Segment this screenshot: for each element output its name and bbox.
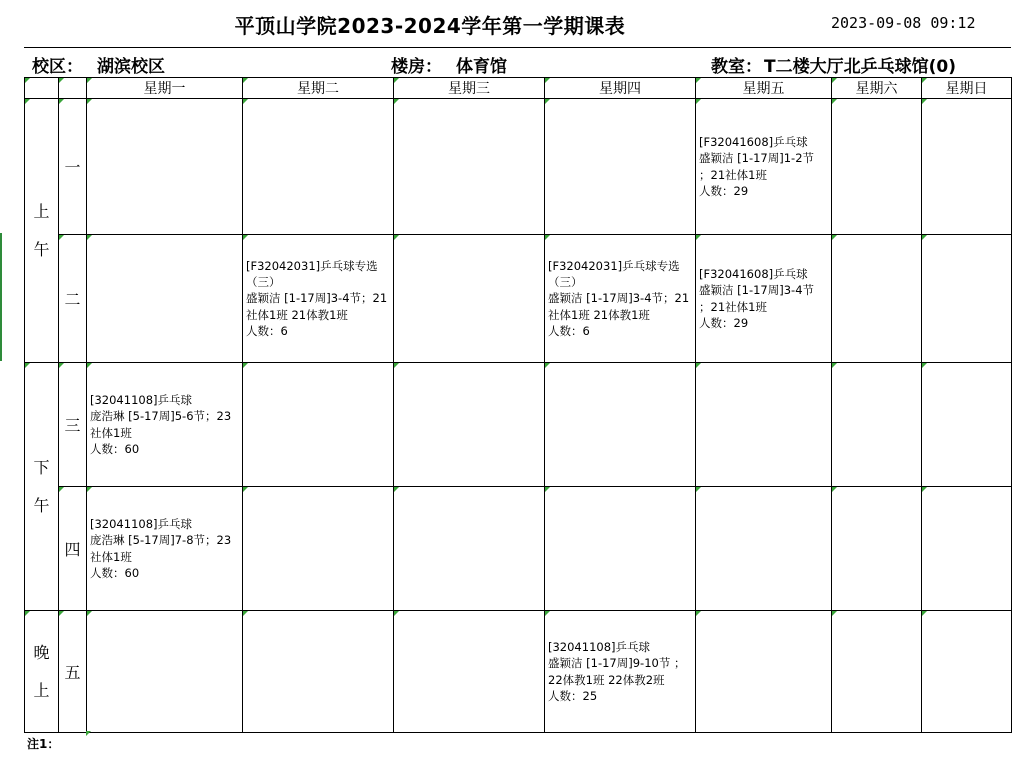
half-evening (25, 611, 59, 733)
course-code: [F32041608]乒乓球 (699, 267, 808, 282)
course-block (545, 639, 695, 704)
course-block (243, 258, 393, 339)
left-accent-bar (0, 233, 2, 361)
course-code: [32041108]乒乓球 (90, 393, 193, 408)
slot-p5-sun (922, 611, 1012, 733)
period-label-3: 三 (59, 363, 87, 487)
day-header-sun: 星期日 (922, 78, 1012, 99)
course-count: 人数：29 (699, 315, 749, 330)
course-count: 人数：60 (90, 565, 140, 580)
course-count: 人数：25 (548, 688, 598, 703)
slot-p4-tue (243, 487, 394, 611)
course-block (545, 258, 695, 339)
course-code: [32041108]乒乓球 (90, 517, 193, 532)
slot-p2-wed (394, 235, 545, 363)
course-teacher: 盛颖洁 [1-17周]3-4节；21社体1班 21体教1班 (246, 291, 388, 322)
campus-info (32, 52, 165, 77)
day-header-fri: 星期五 (696, 78, 832, 99)
course-block (87, 516, 242, 581)
course-block (696, 134, 831, 199)
slot-p5-mon (87, 611, 243, 733)
half-afternoon-char-2: 午 (33, 495, 50, 515)
slot-p4-sun (922, 487, 1012, 611)
slot-p4-wed (394, 487, 545, 611)
slot-p3-sat (832, 363, 922, 487)
day-header-thu: 星期四 (545, 78, 696, 99)
building-info (391, 52, 507, 77)
slot-p5-fri (696, 611, 832, 733)
half-afternoon-char-1: 下 (33, 457, 50, 477)
slot-p1-sun (922, 99, 1012, 235)
building-value: 体育馆 (456, 57, 507, 77)
slot-p2-sun (922, 235, 1012, 363)
slot-p5-sat (832, 611, 922, 733)
slot-p3-wed (394, 363, 545, 487)
course-code: [32041108]乒乓球 (548, 640, 651, 655)
corner-cell (25, 78, 59, 99)
period-label-1: 一 (59, 99, 87, 235)
slot-p5-tue (243, 611, 394, 733)
slot-p2-fri (696, 235, 832, 363)
course-teacher: 盛颖洁 [1-17周]1-2节 ；21社体1班 (699, 151, 815, 182)
course-teacher: 庞浩琳 [5-17周]5-6节；23社体1班 (90, 409, 232, 440)
slot-p1-wed (394, 99, 545, 235)
course-code: [F32042031]乒乓球专选（三） (548, 258, 680, 290)
slot-p4-mon (87, 487, 243, 611)
slot-p3-mon (87, 363, 243, 487)
course-teacher: 盛颖洁 [1-17周]9-10节 ；22体教1班 22体教2班 (548, 656, 686, 687)
course-count: 人数：29 (699, 183, 749, 198)
period-row-2 (25, 235, 1012, 363)
slot-p4-fri (696, 487, 832, 611)
period-row-4 (25, 487, 1012, 611)
course-teacher: 盛颖洁 [1-17周]3-4节 ；21社体1班 (699, 283, 815, 314)
info-top-rule (24, 47, 1011, 48)
slot-p2-thu (545, 235, 696, 363)
campus-value: 湖滨校区 (97, 57, 165, 77)
course-code: [F32042031]乒乓球专选（三） (246, 258, 378, 290)
slot-p3-sun (922, 363, 1012, 487)
room-value: T二楼大厅北乒乓球馆(0) (764, 57, 956, 77)
slot-p3-thu (545, 363, 696, 487)
corner-cell-2 (59, 78, 87, 99)
course-count: 人数：6 (548, 323, 590, 338)
course-code: [F32041608]乒乓球 (699, 135, 808, 150)
course-block (696, 266, 831, 331)
slot-p1-sat (832, 99, 922, 235)
course-block (87, 392, 242, 457)
slot-p2-sat (832, 235, 922, 363)
period-row-3 (25, 363, 1012, 487)
slot-p5-thu (545, 611, 696, 733)
room-label: 教室： (711, 57, 762, 77)
half-evening-char-2: 上 (33, 680, 50, 700)
period-row-1 (25, 99, 1012, 235)
course-count: 人数：6 (246, 323, 288, 338)
slot-p2-mon (87, 235, 243, 363)
slot-p3-fri (696, 363, 832, 487)
header-row (25, 78, 1012, 99)
campus-label: 校区： (32, 57, 83, 77)
day-header-mon: 星期一 (87, 78, 243, 99)
course-teacher: 盛颖洁 [1-17周]3-4节；21社体1班 21体教1班 (548, 291, 690, 322)
room-info (711, 52, 956, 77)
period-label-2: 二 (59, 235, 87, 363)
course-count: 人数：60 (90, 441, 140, 456)
slot-p1-thu (545, 99, 696, 235)
schedule-table (24, 77, 1012, 733)
day-header-wed: 星期三 (394, 78, 545, 99)
half-afternoon (25, 363, 59, 611)
page-title: 平顶山学院2023-2024学年第一学期课表 (234, 14, 626, 38)
slot-p1-fri (696, 99, 832, 235)
half-morning-char-2: 午 (33, 239, 50, 259)
course-teacher: 庞浩琳 [5-17周]7-8节；23社体1班 (90, 533, 232, 564)
footer-marker (86, 731, 91, 736)
half-morning (25, 99, 59, 363)
period-label-4: 四 (59, 487, 87, 611)
slot-p1-tue (243, 99, 394, 235)
period-row-5 (25, 611, 1012, 733)
day-header-tue: 星期二 (243, 78, 394, 99)
slot-p1-mon (87, 99, 243, 235)
period-label-5: 五 (59, 611, 87, 733)
building-label: 楼房： (391, 57, 442, 77)
footer-note: 注1： (27, 737, 60, 751)
slot-p5-wed (394, 611, 545, 733)
slot-p3-tue (243, 363, 394, 487)
half-morning-char-1: 上 (33, 201, 50, 221)
slot-p4-sat (832, 487, 922, 611)
half-evening-char-1: 晚 (33, 642, 50, 662)
day-header-sat: 星期六 (832, 78, 922, 99)
slot-p4-thu (545, 487, 696, 611)
print-datetime: 2023-09-08 09:12 (831, 14, 976, 32)
slot-p2-tue (243, 235, 394, 363)
